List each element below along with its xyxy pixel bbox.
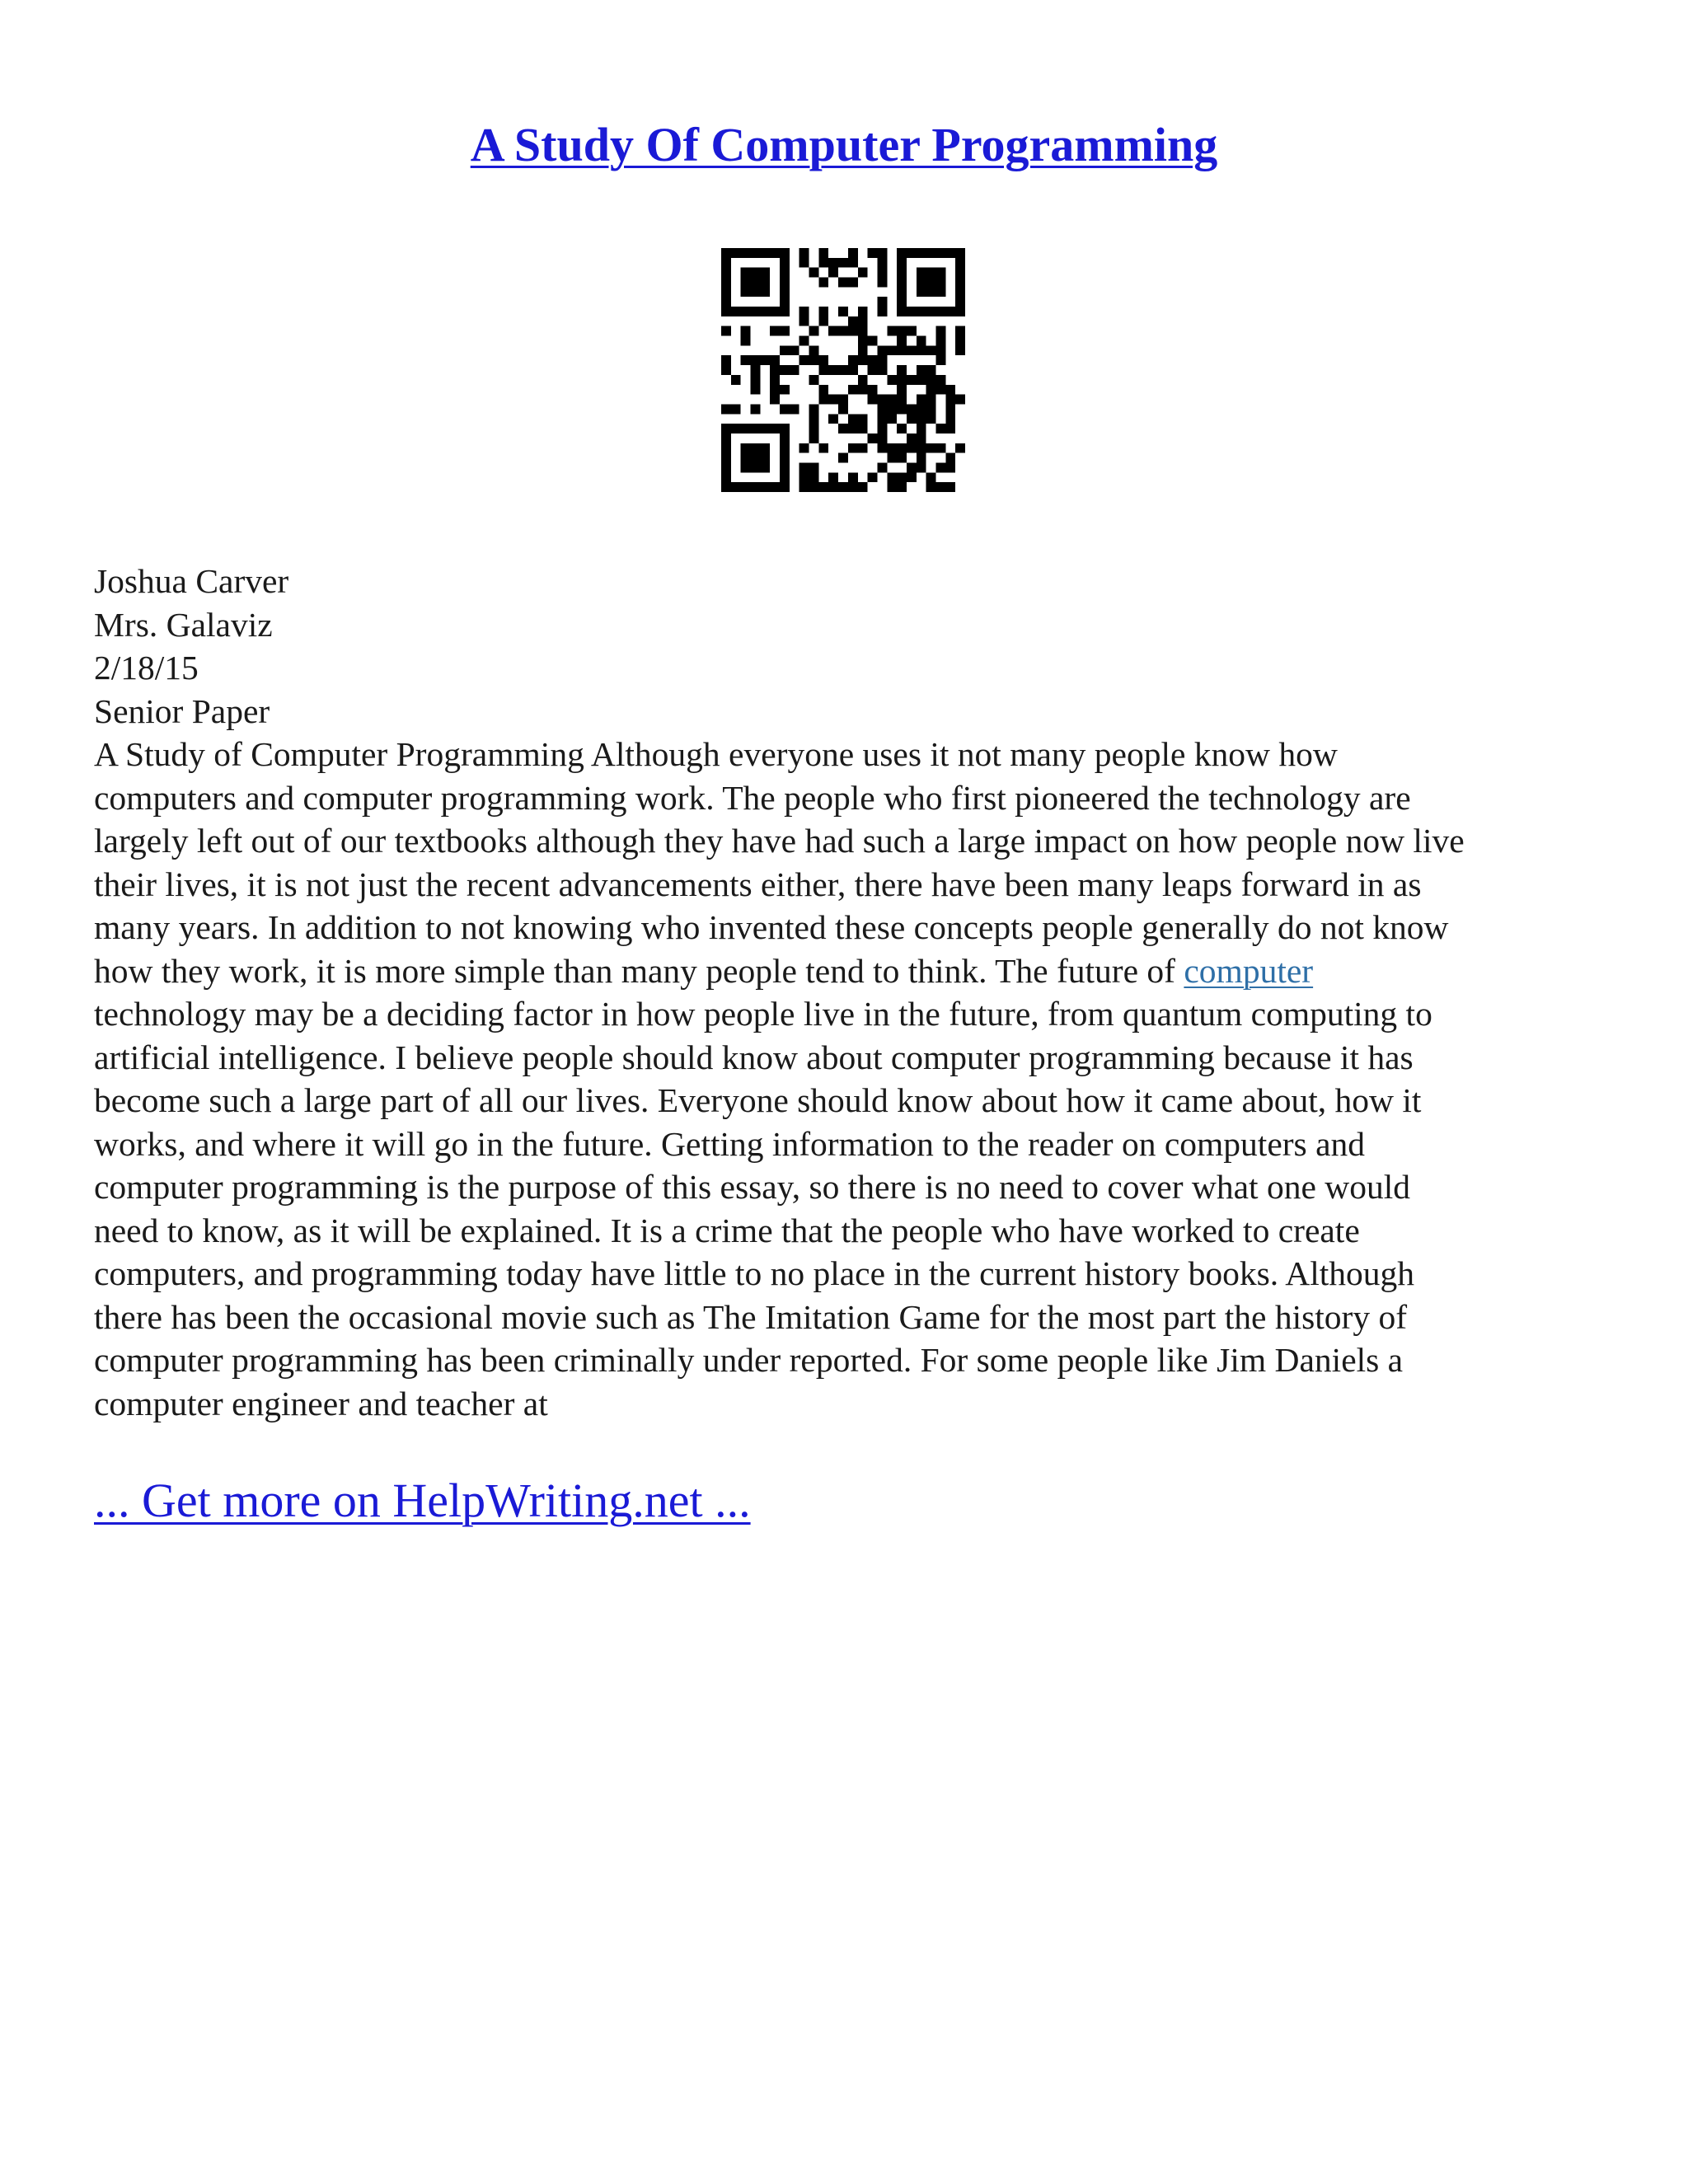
- teacher-name: Mrs. Galaviz: [94, 605, 273, 644]
- body-line: their lives, it is not just the recent advancements either, there have been many leaps forward in as: [94, 865, 1422, 903]
- body-line: become such a large part of all our lives. Everyone should know about how it came about, how it: [94, 1081, 1422, 1119]
- body-line: technology may be a deciding factor in how people live in the future, from quantum computing to: [94, 995, 1432, 1033]
- title-link[interactable]: A Study Of Computer Programming: [470, 118, 1218, 171]
- body-line: computer engineer and teacher at: [94, 1384, 548, 1422]
- paper-date: 2/18/15: [94, 649, 199, 687]
- page-title: [0, 114, 1688, 176]
- body-line-with-link: [94, 949, 1602, 993]
- body-line: computers and computer programming work. The people who first pioneered the technology are: [94, 778, 1411, 817]
- author-name: Joshua Carver: [94, 562, 289, 600]
- qr-code-image: [721, 248, 965, 492]
- body-line: artificial intelligence. I believe people should know about computer programming because it has: [94, 1038, 1414, 1076]
- paper-type: Senior Paper: [94, 691, 270, 730]
- body-line: works, and where it will go in the future. Getting information to the reader on computers and: [94, 1124, 1366, 1163]
- body-line: need to know, as it will be explained. It is a crime that the people who have worked to create: [94, 1211, 1360, 1249]
- essay-text: [94, 560, 1602, 1425]
- body-line: computer programming has been criminally under reported. For some people like Jim Daniels a: [94, 1341, 1404, 1379]
- inline-computer-link[interactable]: computer: [1184, 951, 1314, 990]
- body-line: A Study of Computer Programming Although everyone uses it not many people know how: [94, 735, 1338, 773]
- body-line-text: how they work, it is more simple than many people tend to think. The future of: [94, 951, 1184, 990]
- body-line: computers, and programming today have little to no place in the current history books. Although: [94, 1254, 1415, 1292]
- body-line: computer programming is the purpose of this essay, so there is no need to cover what one would: [94, 1168, 1411, 1206]
- get-more-link[interactable]: ... Get more on HelpWriting.net ...: [94, 1474, 751, 1527]
- body-line: there has been the occasional movie such as The Imitation Game for the most part the history of: [94, 1297, 1408, 1336]
- body-line: largely left out of our textbooks although they have had such a large impact on how people now live: [94, 822, 1465, 860]
- body-line: many years. In addition to not knowing who invented these concepts people generally do not know: [94, 908, 1449, 946]
